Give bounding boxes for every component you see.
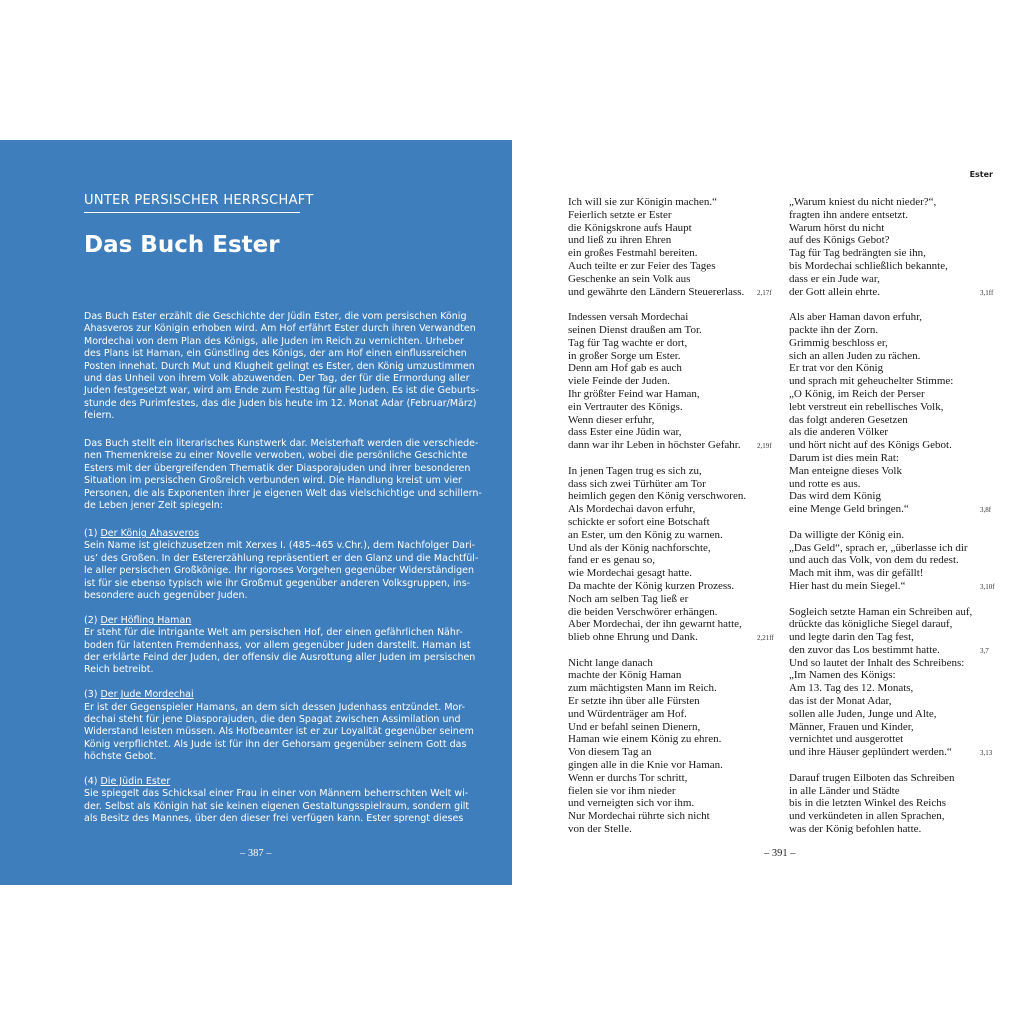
verse-line: und ließ zu ihren Ehren (568, 234, 672, 247)
paragraph-line: de Leben jener Zeit spiegeln: (84, 500, 223, 512)
verse-line: Und er befahl seinen Dienern, (568, 720, 701, 733)
verse-line: und auch das Volk, von dem du redest. (789, 554, 959, 567)
verse-line: Er trat vor den König (789, 362, 884, 375)
verse-line: vernichtet und ausgerottet (789, 733, 904, 746)
verse-line: und ihre Häuser geplündert werden.“ (789, 746, 952, 759)
verse-line: Feierlich setzte er Ester (568, 208, 672, 221)
person-description-line: boden für latenten Fremdenhass, vor allem gegenüber Juden darstellt. Haman ist (84, 639, 471, 651)
person-description-line: höchste Gebot. (84, 751, 157, 763)
verse-line: Ihr größter Feind war Haman, (568, 387, 700, 400)
verse-line: Als Mordechai davon erfuhr, (568, 503, 696, 516)
stanza-gap (789, 516, 972, 529)
spacer (84, 764, 457, 776)
person-name: Der Jude Mordechai (100, 689, 194, 701)
verse-line: Von diesem Tag an (568, 746, 652, 759)
verse-line: gingen alle in die Knie vor Haman. (568, 759, 723, 772)
person-name: Die Jüdin Ester (100, 776, 171, 788)
intro-line: Posten innehat. Durch Mut und Klugheit gelingt es Ester, den König umzustimmen (84, 360, 475, 372)
verse-line: in alle Länder und Städte (789, 784, 900, 797)
verse-line: machte der König Haman (568, 669, 682, 682)
verse-line: der Gott allein ehrte. (789, 285, 881, 298)
verse-reference: 3,1ff (980, 288, 994, 297)
paragraph-line: Das Buch stellt ein literarisches Kunstwerk dar. Meisterhaft werden die verschiede- (84, 438, 479, 449)
verse-line: in großer Sorge um Ester. (568, 349, 681, 362)
verse-line: Das wird dem König (789, 490, 881, 503)
verse-reference: 2,19f (757, 442, 772, 451)
paragraph-line: Esters mit der übergreifenden Thematik der Diasporajuden und ihrer besonderen (84, 462, 471, 474)
running-head: Ester (969, 170, 993, 179)
person-description-line: der erklärte Feind der Juden, der offensiv die Ausrottung aller Juden im persischen (84, 652, 476, 664)
verse-line: Nur Mordechai rührte sich nicht (568, 810, 710, 823)
intro-paragraph (84, 311, 479, 423)
verse-line: auf des Königs Gebot? (789, 234, 890, 247)
verse-line: sich an allen Juden zu rächen. (789, 349, 921, 362)
person-name: Der Höfling Haman (100, 614, 192, 626)
verse-line: Am 13. Tag des 12. Monats, (789, 682, 914, 695)
person-heading (84, 689, 457, 701)
verse-line: schickte er sofort eine Botschaft (568, 515, 710, 528)
verse-line: Männer, Frauen und Kinder, (789, 720, 914, 733)
person-heading (84, 776, 457, 788)
verse-line: und verkündeten in allen Sprachen, (789, 810, 945, 823)
verse-line: Mach mit ihm, was dir gefällt! (789, 567, 924, 580)
verse-line: und rotte es aus. (789, 477, 861, 490)
person-description-line: Sein Name ist gleichzusetzen mit Xerxes I. (485–465 v.Chr.), dem Nachfolger Dari- (84, 540, 476, 552)
verse-line: und legte darin den Tag fest, (789, 631, 914, 644)
verse-line: Da machte der König kurzen Prozess. (568, 579, 735, 592)
person-description-line: Widerstand leisten müssen. Als Hofbeamter ist er zur Loyalität gegenüber seinem (84, 726, 474, 738)
verse-line: In jenen Tagen trug es sich zu, (568, 464, 702, 477)
intro-line: feiern. (84, 410, 115, 422)
stanza-gap (568, 452, 746, 465)
verse-line: bis in die letzten Winkel des Reichs (789, 797, 946, 810)
verse-line: fragten ihn andere entsetzt. (789, 208, 909, 221)
person-number: (4) (84, 776, 101, 788)
verse-line: Darauf trugen Eilboten das Schreiben (789, 771, 955, 784)
spacer (84, 677, 457, 689)
page-title: Das Buch Ester (84, 232, 280, 258)
persons-list (84, 528, 479, 826)
verse-line: und Würdenträger am Hof. (568, 707, 687, 720)
verse-line: Indessen versah Mordechai (568, 311, 689, 324)
verse-line: dass sich zwei Türhüter am Tor (568, 477, 706, 490)
verse-line: Als aber Haman davon erfuhr, (789, 311, 923, 324)
verse-line: „Im Namen des Königs: (789, 669, 896, 682)
verse-reference: 3,10f (980, 583, 995, 591)
poem-column-2 (789, 196, 972, 836)
stanza-gap (789, 759, 972, 772)
verse-line: „Warum kniest du nicht nieder?“, (789, 196, 937, 208)
intro-line: Juden festgesetzt war, wird am Ende zum Festtag für alle Juden. Es ist die Geburts- (84, 385, 479, 397)
verse-line: Hier hast du mein Siegel.“ (789, 579, 906, 592)
verse-line: und gewährte den Ländern Steuererlass. (568, 285, 745, 298)
person-description-line: besondere auch gegenüber Juden. (84, 590, 248, 602)
person-description-line: us’ des Großen. In der Estererzählung repräsentiert er den Glanz und die Machtfül- (84, 552, 479, 564)
verse-line: fand er es genau so, (568, 554, 656, 567)
person-description-line: Sie spiegelt das Schicksal einer Frau in einer von Männern beherrschten Welt wi- (84, 788, 469, 800)
verse-line: packte ihn der Zorn. (789, 323, 879, 336)
verse-line: das ist der Monat Adar, (789, 695, 892, 708)
verse-line: dass Ester eine Jüdin war, (568, 426, 682, 439)
verse-line: und hört nicht auf des Königs Gebot. (789, 439, 952, 452)
person-number: (3) (84, 689, 101, 701)
verse-line: Tag für Tag bedrängten sie ihn, (789, 247, 926, 260)
verse-reference: 3,8f (980, 506, 992, 515)
verse-line: Haman wie einem König zu ehren. (568, 733, 722, 746)
verse-line: drückte das königliche Siegel darauf, (789, 618, 953, 631)
verse-line: Grimmig beschloss er, (789, 336, 888, 349)
intro-line: Mordechai von dem Plan des Königs, alle Juden im Reich zu vernichten. Urheber (84, 335, 464, 347)
verse-line: Denn am Hof gab es auch (568, 362, 682, 375)
intro-line: Das Buch Ester erzählt die Geschichte der Jüdin Ester, die vom persischen König (84, 311, 467, 322)
intro-line: des Plans ist Haman, ein Günstling des Königs, der am Hof einen einflussreichen (84, 348, 467, 360)
verse-line: Darum ist dies mein Rat: (789, 451, 899, 464)
verse-line: ein großes Festmahl bereiten. (568, 247, 698, 260)
stanza-gap (568, 644, 746, 657)
section-heading-rule (84, 212, 300, 213)
verse-line: Wenn dieser erfuhr, (568, 413, 655, 426)
person-number: (2) (84, 614, 101, 626)
intro-line: stunde des Purimfestes, das die Juden bis heute im 12. Monat Adar (Februar/März) (84, 397, 477, 409)
verse-reference: 2,17f (757, 288, 772, 297)
person-number: (1) (84, 528, 101, 539)
verse-line: Noch am selben Tag ließ er (568, 592, 689, 605)
person-description-line: dechai steht für jene Diasporajuden, die den Spagat zwischen Assimilation und (84, 714, 461, 726)
verse-line: die Königskrone aufs Haupt (568, 221, 692, 234)
intro-line: Ahasveros zur Königin erhoben wird. Am Hof erfährt Ester durch ihren Verwandten (84, 323, 476, 335)
stanza-gap (789, 298, 972, 311)
poem-column-1 (568, 196, 746, 836)
paragraph-line: Personen, die als Exponenten ihrer je eigenen Welt das vielschichtige und schillern- (84, 487, 482, 499)
verse-line: und verneigten sich vor ihm. (568, 797, 695, 810)
second-paragraph (84, 438, 482, 512)
person-description-line: Er ist der Gegenspieler Hamans, an dem sich dessen Judenhass entzündet. Mor- (84, 701, 466, 713)
intro-line: und das Unheil von ihrem Volk abzuwenden. Der Tag, der für die Ermordung aller (84, 373, 470, 385)
verse-line: den zuvor das Los bestimmt hatte. (789, 643, 940, 656)
person-heading (84, 615, 457, 627)
verse-line: von der Stelle. (568, 823, 632, 836)
verse-reference: 3,7 (980, 647, 989, 655)
person-description-line: le aller persischen Großkönige. Ihr rigoroses Vorgehen gegenüber Widerständigen (84, 565, 475, 577)
verse-line: und sprach mit geheuchelter Stimme: (789, 375, 954, 388)
person-description-line: Er steht für die intrigante Welt am persischen Hof, der einen gefährlichen Nähr- (84, 627, 463, 639)
verse-line: Aber Mordechai, der ihn gewarnt hatte, (568, 618, 742, 631)
left-page-number: – 387 – (240, 848, 272, 859)
verse-line: dass er ein Jude war, (789, 272, 880, 285)
stanza-gap (789, 593, 972, 606)
verse-line: eine Menge Geld bringen.“ (789, 503, 909, 516)
spacer (84, 602, 457, 614)
verse-line: Geschenke an sein Volk aus (568, 272, 691, 285)
verse-line: Ich will sie zur Königin machen.“ (568, 196, 718, 208)
verse-line: die beiden Verschwörer erhängen. (568, 605, 718, 618)
person-description-line: Reich betreibt. (84, 664, 154, 676)
verse-line: Sogleich setzte Haman ein Schreiben auf, (789, 605, 973, 618)
section-heading: UNTER PERSISCHER HERRSCHAFT (84, 193, 314, 208)
verse-line: Und als der König nachforschte, (568, 541, 711, 554)
verse-reference: 2,21ff (757, 634, 774, 643)
verse-line: zum mächtigsten Mann im Reich. (568, 682, 717, 695)
verse-line: blieb ohne Ehrung und Dank. (568, 631, 698, 644)
verse-line: fielen sie vor ihm nieder (568, 784, 676, 797)
person-description-line: der. Selbst als Königin hat sie keinen eigenen Gestaltungsspielraum, sondern gilt (84, 800, 470, 812)
verse-line: Warum hörst du nicht (789, 221, 885, 234)
verse-line: ein Vertrauter des Königs. (568, 400, 683, 413)
person-description-line: ist für sie ebenso typisch wie ihr Großmut gegenüber anderen Volksgruppen, ins- (84, 577, 471, 589)
verse-line: Und so lautet der Inhalt des Schreibens: (789, 656, 965, 669)
person-heading (84, 528, 457, 540)
verse-line: als die anderen Völker (789, 426, 889, 439)
verse-line: Nicht lange danach (568, 656, 653, 669)
verse-line: bis Mordechai schließlich bekannte, (789, 259, 948, 272)
verse-line: das folgt anderen Gesetzen (789, 413, 908, 426)
verse-line: was der König befohlen hatte. (789, 823, 922, 836)
paragraph-line: Situation im persischen Großreich verbunden wird. Die Handlung kreist um vier (84, 475, 462, 487)
verse-line: Er setzte ihn über alle Fürsten (568, 695, 700, 708)
verse-line: Auch teilte er zur Feier des Tages (568, 259, 716, 272)
paragraph-line: nen Themenkreise zu einer Novelle verwoben, wobei die persönliche Geschichte (84, 450, 468, 462)
verse-line: sollen alle Juden, Junge und Alte, (789, 707, 937, 720)
person-description-line: als Besitz des Mannes, über den dieser frei verfügen kann. Ester sprengt dieses (84, 813, 464, 825)
verse-line: heimlich gegen den König verschworen. (568, 490, 747, 503)
verse-line: Man enteigne dieses Volk (789, 464, 902, 477)
verse-line: wie Mordechai gesagt hatte. (568, 567, 693, 580)
verse-line: lebt verstreut ein rebellisches Volk, (789, 400, 944, 413)
stanza-gap (568, 298, 746, 311)
verse-reference: 3,13 (980, 749, 993, 758)
verse-line: dann war ihr Leben in höchster Gefahr. (568, 439, 741, 452)
verse-line: „Das Geld“, sprach er, „überlasse ich dir (789, 541, 968, 554)
person-name: Der König Ahasveros (100, 528, 200, 539)
verse-line: Wenn er durchs Tor schritt, (568, 771, 688, 784)
person-description-line: König verpflichtet. Als Jude ist für ihn der Gehorsam gegenüber seinem Gott das (84, 738, 467, 750)
verse-line: „O König, im Reich der Perser (789, 387, 925, 400)
verse-line: seinen Dienst draußen am Tor. (568, 323, 702, 336)
verse-line: Da willigte der König ein. (789, 528, 905, 541)
right-page-number: – 391 – (764, 848, 796, 859)
verse-line: Tag für Tag wachte er dort, (568, 336, 688, 349)
verse-line: an Ester, um den König zu warnen. (568, 528, 723, 541)
verse-line: viele Feinde der Juden. (568, 375, 671, 388)
